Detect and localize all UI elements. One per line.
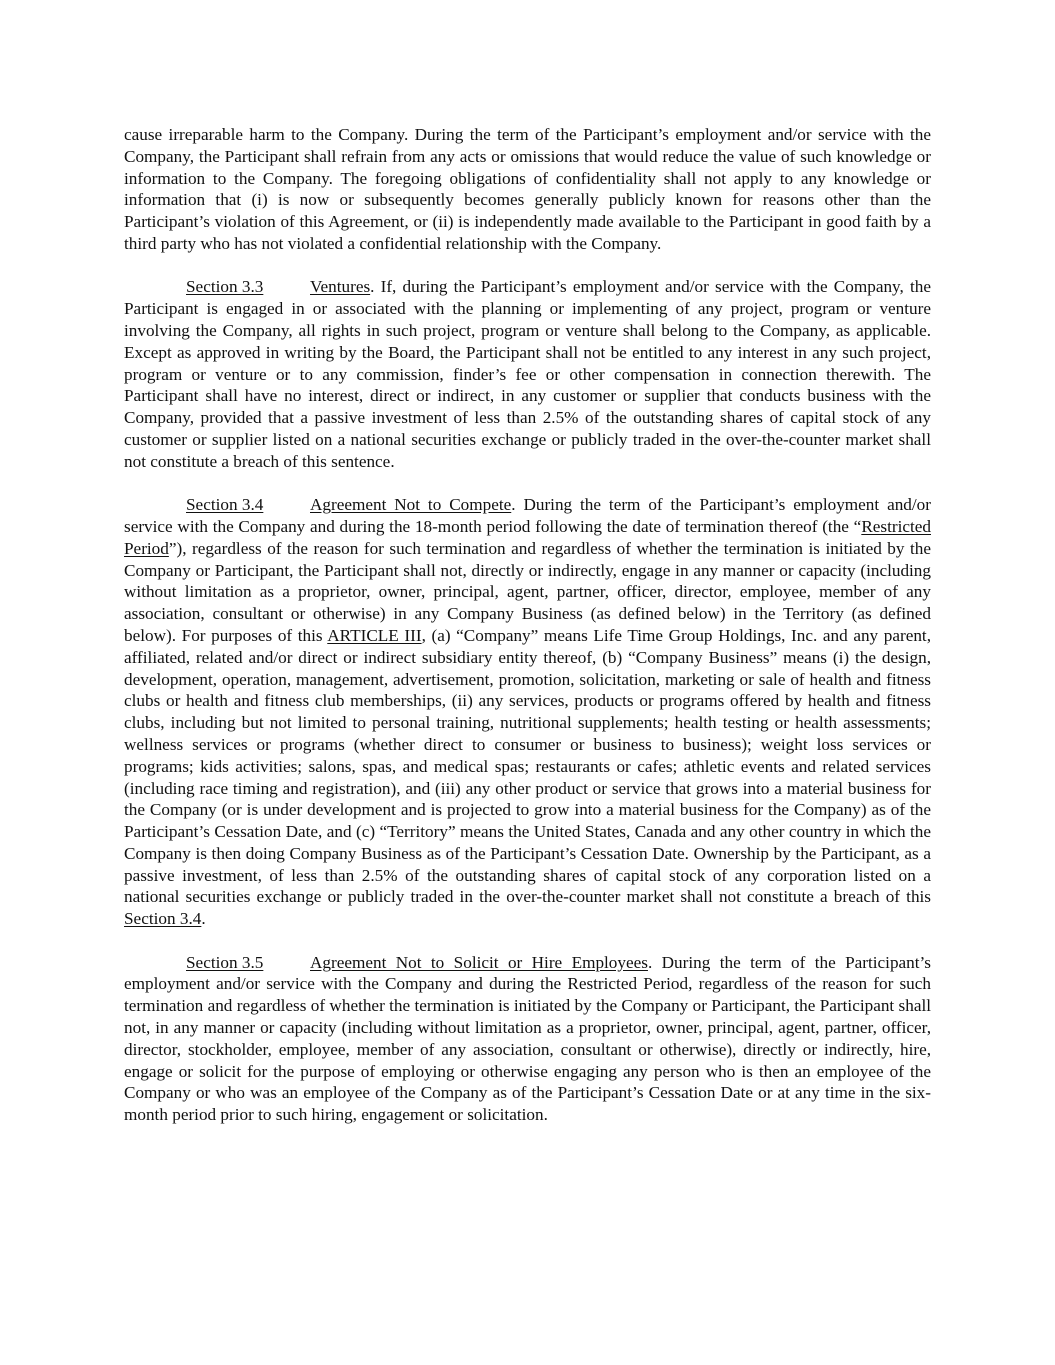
section-body: ”), regardless of the reason for such termination and regardless of whether the termination is initiated by the Company or Participant, the Participant shall not, directly or indirectly, engage in any manner or capacity (including without limitation as a proprietor, owner, principal, agent, partner, officer, director, employee, member of any association, consultant or otherwise) in any Company Business (as defined below) in the Territory (as defined below). For purposes of this <box>124 538 931 645</box>
section-heading: Agreement Not to Solicit or Hire Employees <box>310 952 648 972</box>
section-heading: Ventures <box>310 277 371 297</box>
section-body: . <box>201 909 206 929</box>
defined-term: Restricted Period <box>124 516 931 558</box>
section-number: Section 3.3 <box>186 277 264 297</box>
section-number: Section 3.5 <box>186 952 264 972</box>
section-body: . During the term of the Participant’s employment and/or service with the Company and during the Restricted Period, regardless of the reason for such termination and regardless of whether the termination is initiated by the Company or Participant, the Participant shall not, in any manner or capacity (including without limitation as a proprietor, owner, principal, agent, partner, officer, director, stockholder, employee, member of any association, consultant or otherwise), directly or indirectly, hire, engage or solicit for the purpose of employing or otherwise engaging any person who is then an employee of the Company or who was an employee of the Company as of the Participant’s Cessation Date or at any time in the six-month period prior to such hiring, engagement or solicitation. <box>124 952 931 1125</box>
article-reference: ARTICLE III <box>327 625 422 645</box>
section-3-4 <box>124 494 931 930</box>
section-body: , (a) “Company” means Life Time Group Holdings, Inc. and any parent, affiliated, related and/or direct or indirect subsidiary entity thereof, (b) “Company Business” means (i) the design, development, operation, management, advertisement, promotion, solicitation, marketing or sale of health and fitness clubs or health and fitness club memberships, (ii) any services, products or programs offered by health and fitness clubs, including but not limited to personal training, nutritional supplements; health testing or health assessments; wellness services or programs (whether direct to consumer or business to business); weight loss services or programs; kids activities; salons, spas, and medical spas; restaurants or cafes; athletic events and related services (including race timing and registration), and (iii) any other product or service that grows into a material business for the Company (or is under development and is projected to grow into a material business for the Company) as of the Participant’s Cessation Date, and (c) “Territory” means the United States, Canada and any other country in which the Company is then doing Company Business as of the Participant’s Cessation Date. Ownership by the Participant, as a passive investment, of less than 2.5% of the outstanding shares of capital stock of any corporation listed on a national securities exchange or publicly traded in the over-the-counter market shall not constitute a breach of this <box>124 625 931 907</box>
section-body: . During the term of the Participant’s employment and/or service with the Company and during the 18-month period following the date of termination thereof (the “ <box>124 495 931 536</box>
section-reference: Section 3.4 <box>124 909 202 929</box>
section-3-5 <box>124 952 931 1126</box>
section-heading: Agreement Not to Compete <box>310 495 512 515</box>
section-number: Section 3.4 <box>186 495 264 515</box>
section-3-3 <box>124 276 931 472</box>
section-body: . If, during the Participant’s employment and/or service with the Company, the Participant is engaged in or associated with the planning or implementing of any project, program or venture involving the Company, all rights in such project, program or venture shall belong to the Company, as applicable. Except as approved in writing by the Board, the Participant shall not be entitled to any interest in any such project, program or venture or to any commission, finder’s fee or other compensation in connection therewith. The Participant shall have no interest, direct or indirect, in any customer or supplier that conducts business with the Company, provided that a passive investment of less than 2.5% of the outstanding shares of capital stock of any customer or supplier listed on a national securities exchange or publicly traded in the over-the-counter market shall not constitute a breach of this sentence. <box>124 277 931 471</box>
paragraph-confidentiality-continued: cause irreparable harm to the Company. During the term of the Participant’s employment and/or service with the Company, the Participant shall refrain from any acts or omissions that would reduce the value of such knowledge or information to the Company. The foregoing obligations of confidentiality shall not apply to any knowledge or information that (i) is now or subsequently becomes generally publicly known for reasons other than the Participant’s violation of this Agreement, or (ii) is independently made available to the Participant in good faith by a third party who has not violated a confidential relationship with the Company. <box>124 125 931 253</box>
document-page <box>124 124 931 1148</box>
